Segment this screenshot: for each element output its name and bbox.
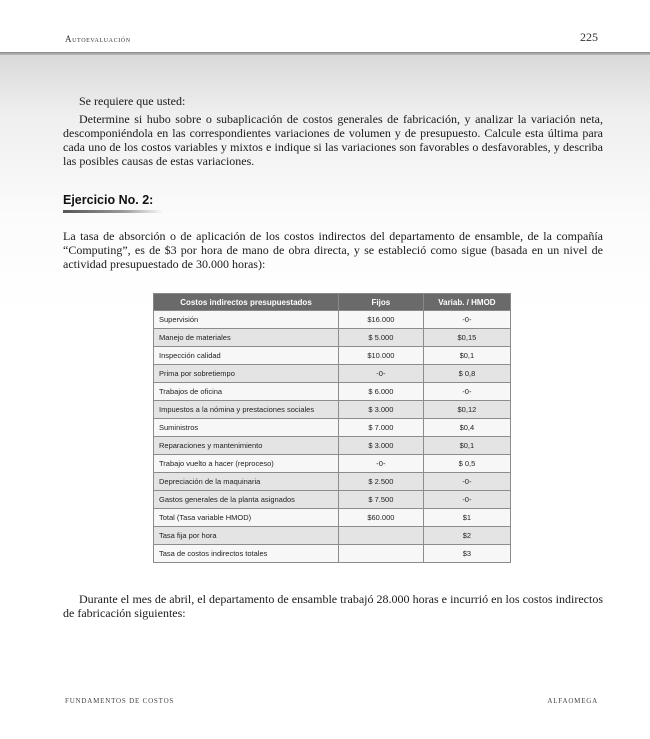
header-fixed: Fijos xyxy=(338,294,423,311)
cell-fixed: $10.000 xyxy=(338,347,423,365)
cell-fixed: $ 7.500 xyxy=(338,491,423,509)
exercise-statement: La tasa de absorción o de aplicación de los costos indirectos del departamento de ensamble, de la compañía “Computing”, es de $3 por hora de mano de obra directa, y se estableció como sigue (basada en un nivel de actividad presupuestado de 30.000 horas): xyxy=(63,229,603,271)
budgeted-overhead-table xyxy=(153,293,511,563)
cell-variable: $0,1 xyxy=(423,437,510,455)
exercise-title: Ejercicio No. 2: xyxy=(63,193,154,207)
intro-lead: Se requiere que usted: xyxy=(79,94,186,108)
table-row xyxy=(154,311,511,329)
closing-paragraph: Durante el mes de abril, el departamento de ensamble trabajó 28.000 horas e incurrió en los costos indirectos de fabricación siguientes: xyxy=(63,592,603,620)
cell-variable: $0,4 xyxy=(423,419,510,437)
cell-variable: $ 0,5 xyxy=(423,455,510,473)
cell-variable: $0,1 xyxy=(423,347,510,365)
cell-variable: $0,15 xyxy=(423,329,510,347)
cell-fixed: $16.000 xyxy=(338,311,423,329)
table-row xyxy=(154,401,511,419)
cell-fixed: $ 3.000 xyxy=(338,401,423,419)
table-row xyxy=(154,527,511,545)
cell-description: Prima por sobretiempo xyxy=(154,365,339,383)
cell-description: Gastos generales de la planta asignados xyxy=(154,491,339,509)
cell-fixed: $60.000 xyxy=(338,509,423,527)
table-row xyxy=(154,455,511,473)
table-row xyxy=(154,509,511,527)
cell-description: Impuestos a la nómina y prestaciones sociales xyxy=(154,401,339,419)
cell-description: Manejo de materiales xyxy=(154,329,339,347)
table-row xyxy=(154,365,511,383)
cell-description: Supervisión xyxy=(154,311,339,329)
header-costs: Costos indirectos presupuestados xyxy=(154,294,339,311)
cell-description: Trabajo vuelto a hacer (reproceso) xyxy=(154,455,339,473)
intro-section xyxy=(63,94,603,168)
table-row xyxy=(154,329,511,347)
cell-variable: $3 xyxy=(423,545,510,563)
cell-fixed: -0- xyxy=(338,365,423,383)
cell-description: Trabajos de oficina xyxy=(154,383,339,401)
cell-variable: -0- xyxy=(423,491,510,509)
running-header: Autoevaluación xyxy=(65,34,131,44)
cell-variable: $2 xyxy=(423,527,510,545)
cell-fixed: $ 3.000 xyxy=(338,437,423,455)
cell-fixed xyxy=(338,545,423,563)
footer-publisher: ALFAOMEGA xyxy=(547,697,598,705)
intro-body: Determine si hubo sobre o subaplicación de costos generales de fabricación, y analizar la variación neta, descomponiéndola en las correspondientes variaciones de volumen y de presupuesto. Calcule esta última para cada uno de los costos variables y mixtos e indique si las variaciones son favorables o desfavorables, y describa las posibles causas de estas variaciones. xyxy=(63,112,603,168)
cell-fixed: -0- xyxy=(338,455,423,473)
cell-variable: $ 0,8 xyxy=(423,365,510,383)
exercise-statement-block xyxy=(63,229,603,271)
cell-description: Total (Tasa variable HMOD) xyxy=(154,509,339,527)
cell-variable: -0- xyxy=(423,473,510,491)
table-row xyxy=(154,491,511,509)
cell-description: Tasa de costos indirectos totales xyxy=(154,545,339,563)
cell-description: Suministros xyxy=(154,419,339,437)
cell-variable: $0,12 xyxy=(423,401,510,419)
page-number: 225 xyxy=(580,30,598,44)
cell-description: Tasa fija por hora xyxy=(154,527,339,545)
closing-block xyxy=(63,592,603,620)
cell-fixed: $ 5.000 xyxy=(338,329,423,347)
table-row xyxy=(154,383,511,401)
cell-fixed: $ 6.000 xyxy=(338,383,423,401)
header-variable: Variab. / HMOD xyxy=(423,294,510,311)
table-header-row xyxy=(154,294,511,311)
cell-variable: -0- xyxy=(423,311,510,329)
table-row xyxy=(154,545,511,563)
cell-fixed: $ 2.500 xyxy=(338,473,423,491)
table-row xyxy=(154,347,511,365)
cell-description: Depreciación de la maquinaria xyxy=(154,473,339,491)
table-row xyxy=(154,437,511,455)
cell-fixed: $ 7.000 xyxy=(338,419,423,437)
cell-description: Inspección calidad xyxy=(154,347,339,365)
exercise-title-rule xyxy=(63,210,163,213)
cell-fixed xyxy=(338,527,423,545)
header-rule xyxy=(0,52,650,55)
table-row xyxy=(154,419,511,437)
cell-variable: -0- xyxy=(423,383,510,401)
cell-description: Reparaciones y mantenimiento xyxy=(154,437,339,455)
footer-book-title: FUNDAMENTOS DE COSTOS xyxy=(65,697,175,705)
cell-variable: $1 xyxy=(423,509,510,527)
table-row xyxy=(154,473,511,491)
